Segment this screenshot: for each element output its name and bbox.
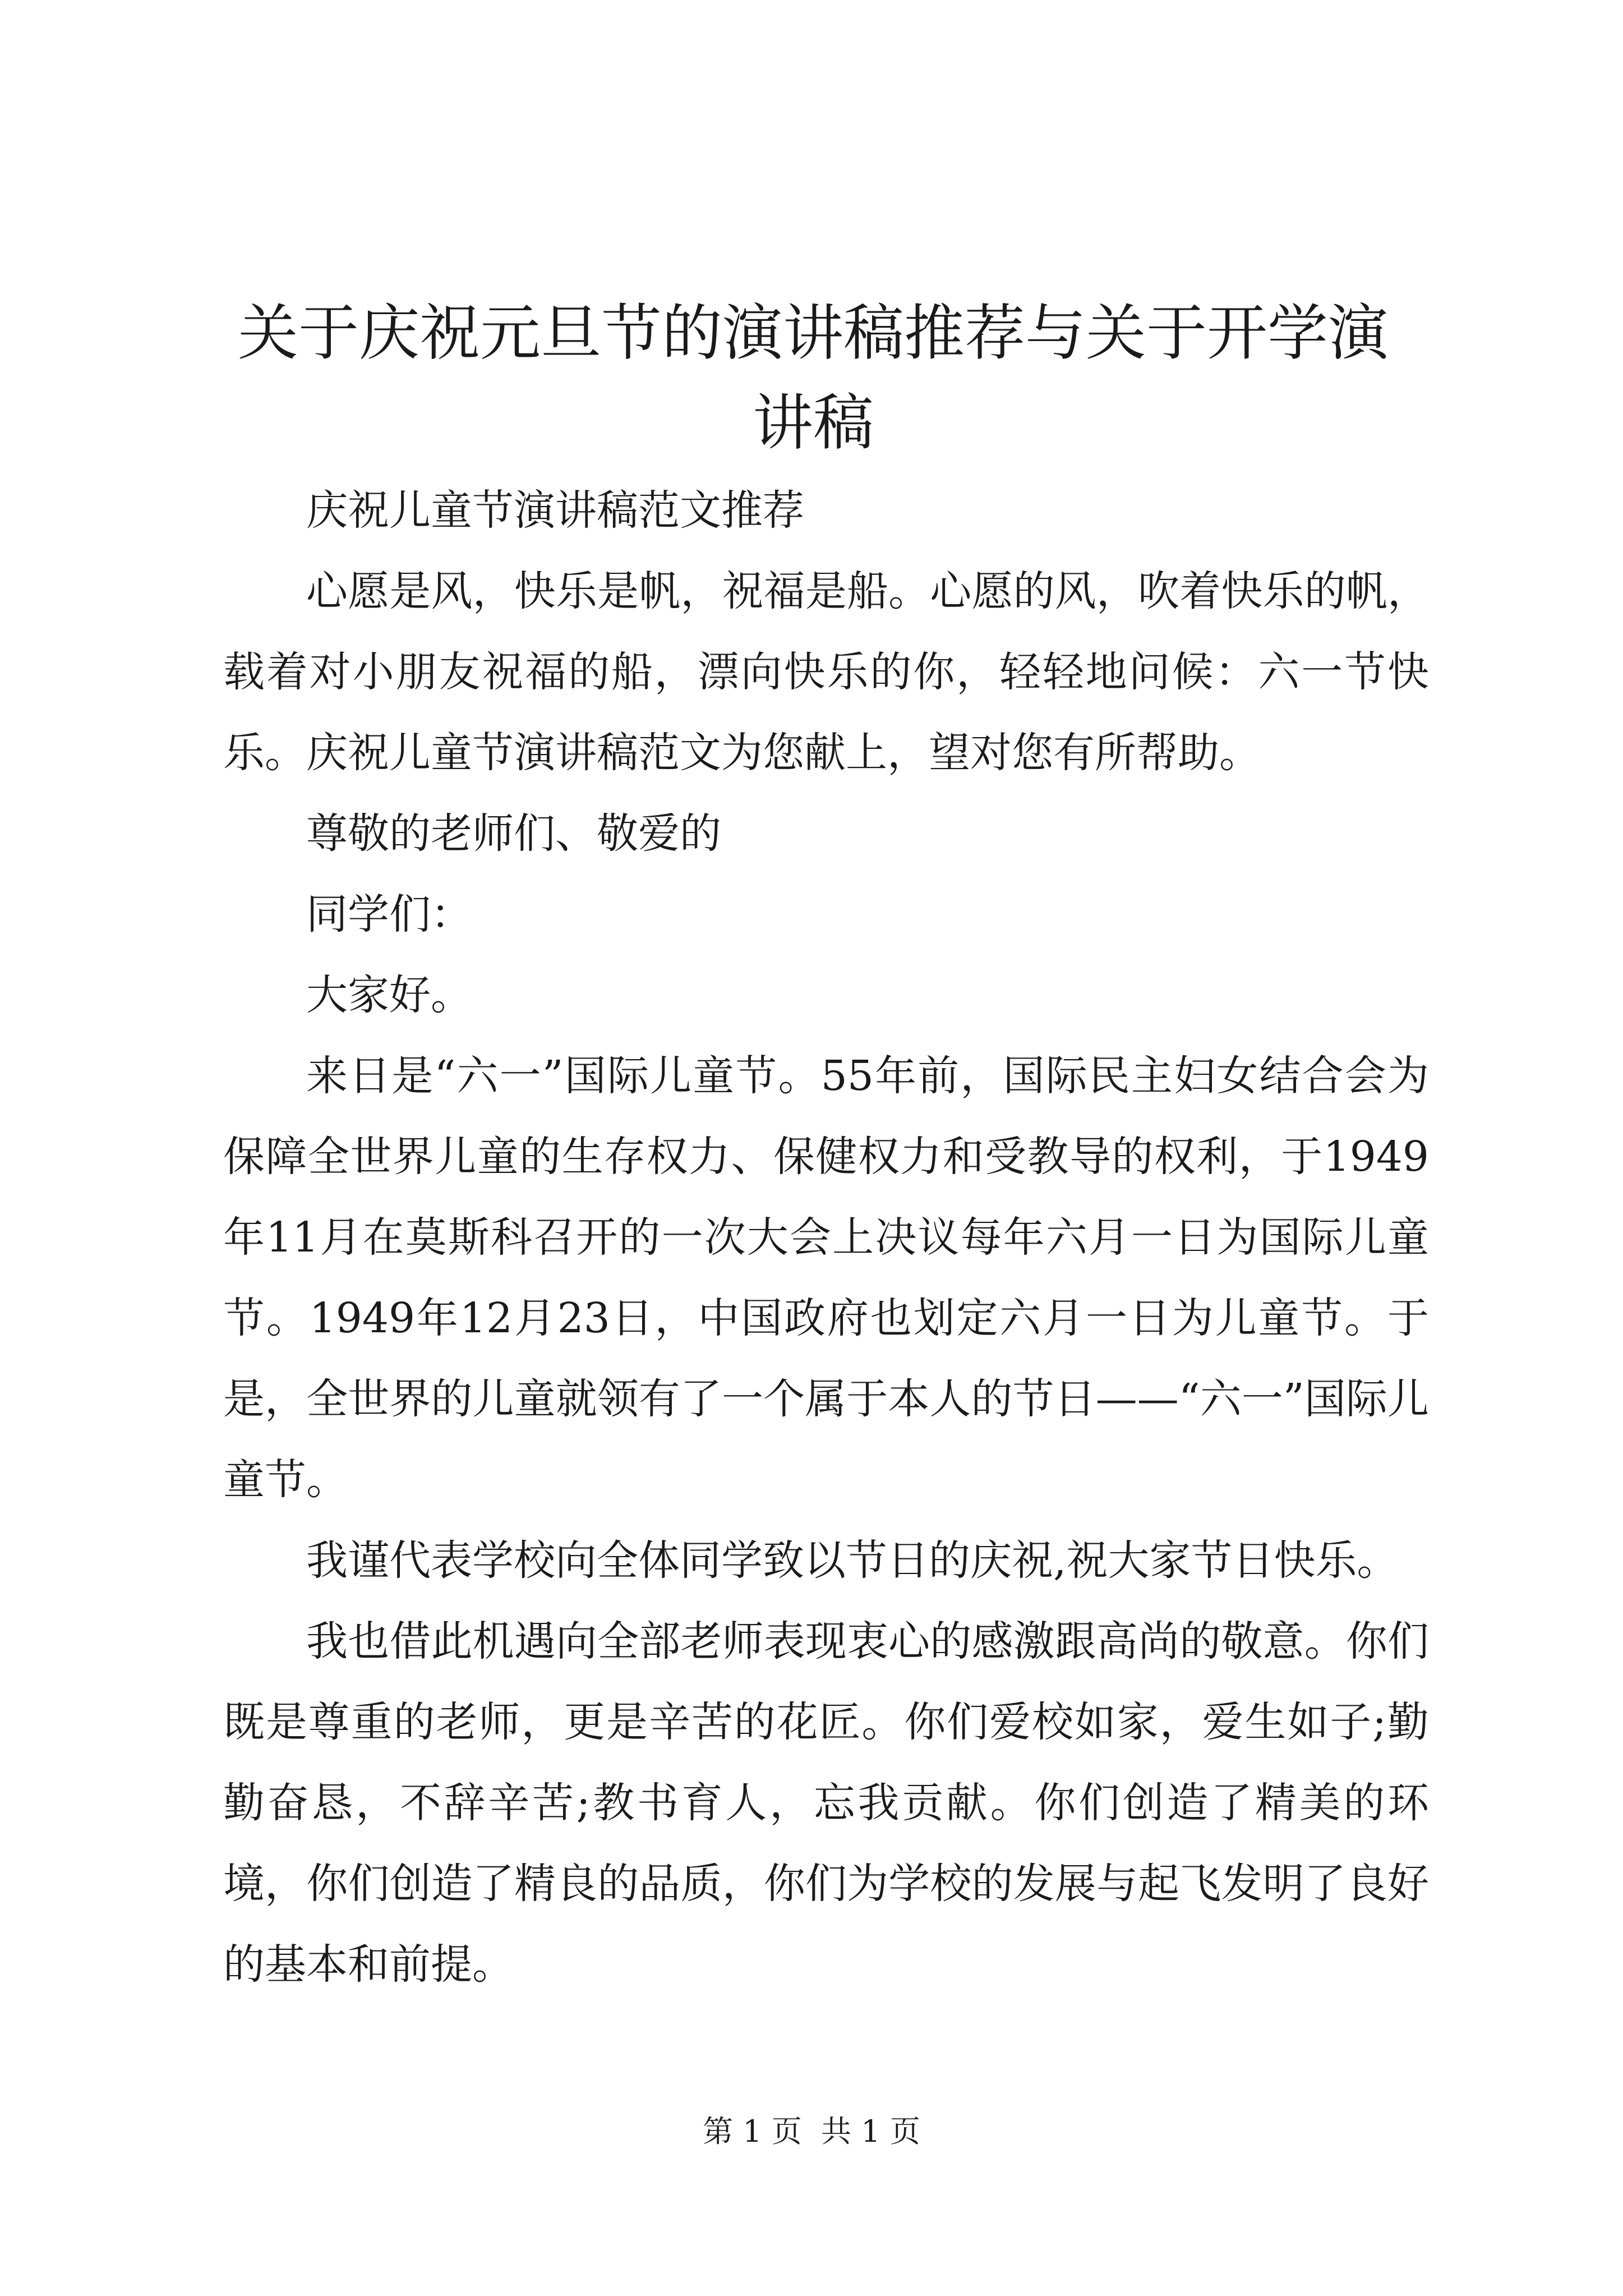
paragraph: 庆祝儿童节演讲稿范文推荐 <box>306 486 804 535</box>
paragraph: 我也借此机遇向全部老师表现衷心的感激跟高尚的敬意。你们既是尊重的老师，更是辛苦的花匠。你们爱校如家，爱生如子;勤勤奋恳，不辞辛苦;教书育人，忘我贡献。你们创造了精美的环境，你们创造了精良的品质，你们为学校的发展与起飞发明了良好的基本和前提。 <box>223 1617 1429 1989</box>
page-footer <box>0 2112 1623 2151</box>
document-body <box>223 470 1429 2005</box>
paragraph: 大家好。 <box>306 971 472 1019</box>
document-title: 关于庆祝元旦节的演讲稿推荐与关于开学演讲稿 <box>237 298 1389 458</box>
page-number: 第 1 页 共 1 页 <box>703 2114 920 2149</box>
paragraph: 来日是“六一”国际儿童节。55年前，国际民主妇女结合会为保障全世界儿童的生存权力、保健权力和受教导的权利，于1949年11月在莫斯科召开的一次大会上决议每年六月一日为国际儿童节。1949年12月23日，中国政府也划定六月一日为儿童节。于是，全世界的儿童就领有了一个属于本人的节日——“六一”国际儿童节。 <box>223 1052 1429 1504</box>
paragraph: 尊敬的老师们、敬爱的 <box>306 809 721 858</box>
paragraph: 心愿是风，快乐是帆，祝福是船。心愿的风，吹着快乐的帆，载着对小朋友祝福的船，漂向快乐的你，轻轻地问候：六一节快乐。庆祝儿童节演讲稿范文为您献上，望对您有所帮助。 <box>223 567 1429 777</box>
paragraph: 同学们： <box>306 890 472 938</box>
paragraph: 我谨代表学校向全体同学致以节日的庆祝,祝大家节日快乐。 <box>306 1536 1399 1585</box>
